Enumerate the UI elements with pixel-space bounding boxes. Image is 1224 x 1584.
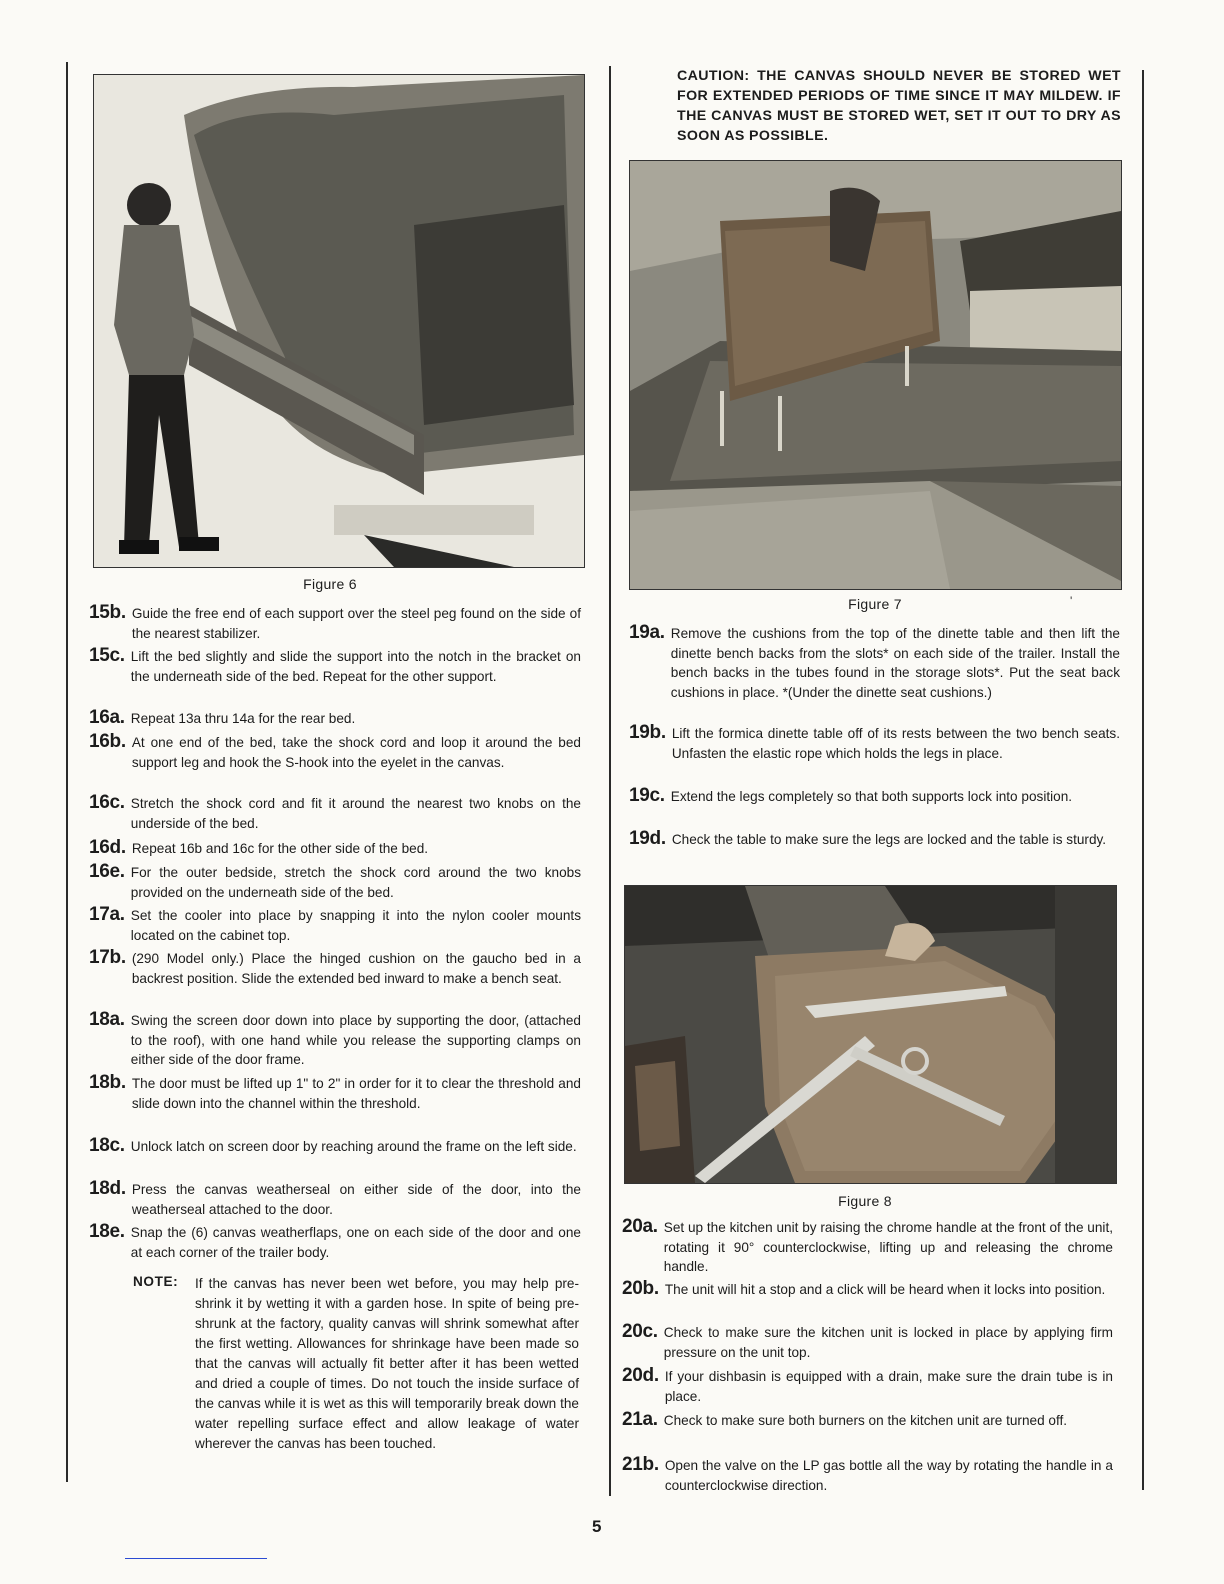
- footnote-rule: [125, 1558, 267, 1559]
- step-number: 16c.: [89, 792, 125, 813]
- step-text: Unlock latch on screen door by reaching around the frame on the left side.: [130, 1139, 577, 1154]
- left-margin-rule: [66, 62, 68, 1482]
- step-18b: [89, 1074, 581, 1113]
- step-number: 15b.: [89, 602, 126, 623]
- step-text: Extend the legs completely so that both supports lock into position.: [670, 789, 1073, 804]
- figure-7-photo: [629, 160, 1122, 590]
- figure-6-photo: [93, 74, 585, 568]
- step-18e: [89, 1223, 581, 1262]
- step-16a: [89, 709, 581, 729]
- step-text: Repeat 13a thru 14a for the rear bed.: [130, 711, 356, 726]
- step-text: Set up the kitchen unit by raising the chrome handle at the front of the unit, rotating it 90° counterclockwise, lifting up and releasing the chrome handle.: [663, 1220, 1113, 1274]
- step-text: Lift the formica dinette table off of its rests between the two bench seats. Unfasten the elastic rope which holds the legs in place.: [671, 726, 1120, 761]
- note-block: [133, 1274, 579, 1454]
- step-text: Check to make sure both burners on the kitchen unit are turned off.: [663, 1413, 1068, 1428]
- caution-notice: CAUTION: THE CANVAS SHOULD NEVER BE STORED WET FOR EXTENDED PERIODS OF TIME SINCE IT MAY MILDEW. IF THE CANVAS MUST BE STORED WET, SET IT OUT TO DRY AS SOON AS POSSIBLE.: [677, 68, 1121, 144]
- step-number: 19c.: [629, 785, 665, 806]
- step-15c: [89, 647, 581, 686]
- step-number: 16b.: [89, 731, 126, 752]
- step-number: 15c.: [89, 645, 125, 666]
- step-text: Check the table to make sure the legs are locked and the table is sturdy.: [671, 832, 1107, 847]
- step-text: If your dishbasin is equipped with a drain, make sure the drain tube is in place.: [664, 1369, 1113, 1404]
- step-text: At one end of the bed, take the shock cord and loop it around the bed support leg and hook the S-hook into the eyelet in the canvas.: [131, 735, 581, 770]
- step-16e: [89, 863, 581, 902]
- step-number: 18c.: [89, 1135, 125, 1156]
- right-margin-rule: [1142, 70, 1144, 1490]
- step-20b: [622, 1280, 1113, 1300]
- step-number: 18b.: [89, 1072, 126, 1093]
- note-text: If the canvas has never been wet before, you may help pre-shrink it by wetting it with a garden hose. In spite of being pre-shrunk at the factory, quality canvas will shrink somewhat after the first wetting. Allowances for shrinkage have been made so that the canvas will actually fit better after it has been wetted and dried a couple of times. Do not touch the inside surface of the canvas while it is wet as this will temporarily break down the water repelling surface effect and allow leakage of water wherever the canvas has been touched.: [195, 1276, 579, 1451]
- step-17a: [89, 906, 581, 945]
- step-18d: [89, 1180, 581, 1219]
- step-19d: [629, 830, 1120, 850]
- step-text: Set the cooler into place by snapping it into the nylon cooler mounts located on the cabinet top.: [130, 908, 581, 943]
- step-number: 19b.: [629, 722, 666, 743]
- step-number: 21b.: [622, 1454, 659, 1475]
- step-number: 16a.: [89, 707, 125, 728]
- step-text: Snap the (6) canvas weatherflaps, one on each side of the door and one at each corner of the trailer body.: [130, 1225, 581, 1260]
- step-text: Check to make sure the kitchen unit is locked in place by applying firm pressure on the unit top.: [663, 1325, 1113, 1360]
- step-18c: [89, 1137, 581, 1157]
- step-19a: [629, 624, 1120, 702]
- step-number: 20c.: [622, 1321, 658, 1342]
- step-number: 16d.: [89, 837, 126, 858]
- figure-6-caption: Figure 6: [303, 576, 357, 592]
- step-number: 20b.: [622, 1278, 659, 1299]
- step-text: The door must be lifted up 1" to 2" in order for it to clear the threshold and slide down into the channel within the threshold.: [131, 1076, 581, 1111]
- center-column-rule: [609, 66, 611, 1496]
- step-text: Press the canvas weatherseal on either side of the door, into the weatherseal attached to the door.: [131, 1182, 581, 1217]
- step-text: Lift the bed slightly and slide the support into the notch in the bracket on the underneath side of the bed. Repeat for the other support.: [130, 649, 581, 684]
- figure-7-caption: Figure 7: [848, 596, 902, 612]
- step-text: (290 Model only.) Place the hinged cushion on the gaucho bed in a backrest position. Slide the extended bed inward to make a bench seat.: [131, 951, 581, 986]
- step-18a: [89, 1011, 581, 1070]
- step-text: Stretch the shock cord and fit it around the nearest two knobs on the underside of the bed.: [130, 796, 581, 831]
- step-number: 20d.: [622, 1365, 659, 1386]
- step-text: The unit will hit a stop and a click will be heard when it locks into position.: [664, 1282, 1106, 1297]
- step-number: 20a.: [622, 1216, 658, 1237]
- stray-mark: ': [1070, 594, 1073, 608]
- step-text: Open the valve on the LP gas bottle all the way by rotating the handle in a counterclockwise direction.: [664, 1458, 1113, 1493]
- step-16c: [89, 794, 581, 833]
- step-21a: [622, 1411, 1113, 1431]
- step-number: 21a.: [622, 1409, 658, 1430]
- step-number: 18a.: [89, 1009, 125, 1030]
- figure-8-photo: [624, 885, 1117, 1184]
- step-text: For the outer bedside, stretch the shock cord around the two knobs provided on the underneath side of the bed.: [130, 865, 581, 900]
- step-19b: [629, 724, 1120, 763]
- step-number: 16e.: [89, 861, 125, 882]
- step-19c: [629, 787, 1120, 807]
- step-number: 19a.: [629, 622, 665, 643]
- step-text: Swing the screen door down into place by supporting the door, (attached to the roof), with one hand while you release the supporting clamps on either side of the door frame.: [130, 1013, 581, 1067]
- step-number: 17b.: [89, 947, 126, 968]
- step-16b: [89, 733, 581, 772]
- step-text: Repeat 16b and 16c for the other side of the bed.: [131, 841, 429, 856]
- step-number: 17a.: [89, 904, 125, 925]
- step-text: Remove the cushions from the top of the dinette table and then lift the dinette bench backs from the slots* on each side of the trailer. Install the bench backs in the tubes found in the storage slots*. Put the seat back cushions in place. *(Under the dinette seat cushions.): [670, 626, 1120, 700]
- step-text: Guide the free end of each support over the steel peg found on the side of the nearest stabilizer.: [131, 606, 581, 641]
- step-number: 18d.: [89, 1178, 126, 1199]
- note-label: NOTE:: [133, 1274, 179, 1289]
- figure-8-caption: Figure 8: [838, 1193, 892, 1209]
- step-16d: [89, 839, 581, 859]
- step-20d: [622, 1367, 1113, 1406]
- step-21b: [622, 1456, 1113, 1495]
- page-number: 5: [592, 1517, 602, 1536]
- step-20a: [622, 1218, 1113, 1277]
- step-number: 19d.: [629, 828, 666, 849]
- step-number: 18e.: [89, 1221, 125, 1242]
- step-17b: [89, 949, 581, 988]
- step-15b: [89, 604, 581, 643]
- step-20c: [622, 1323, 1113, 1362]
